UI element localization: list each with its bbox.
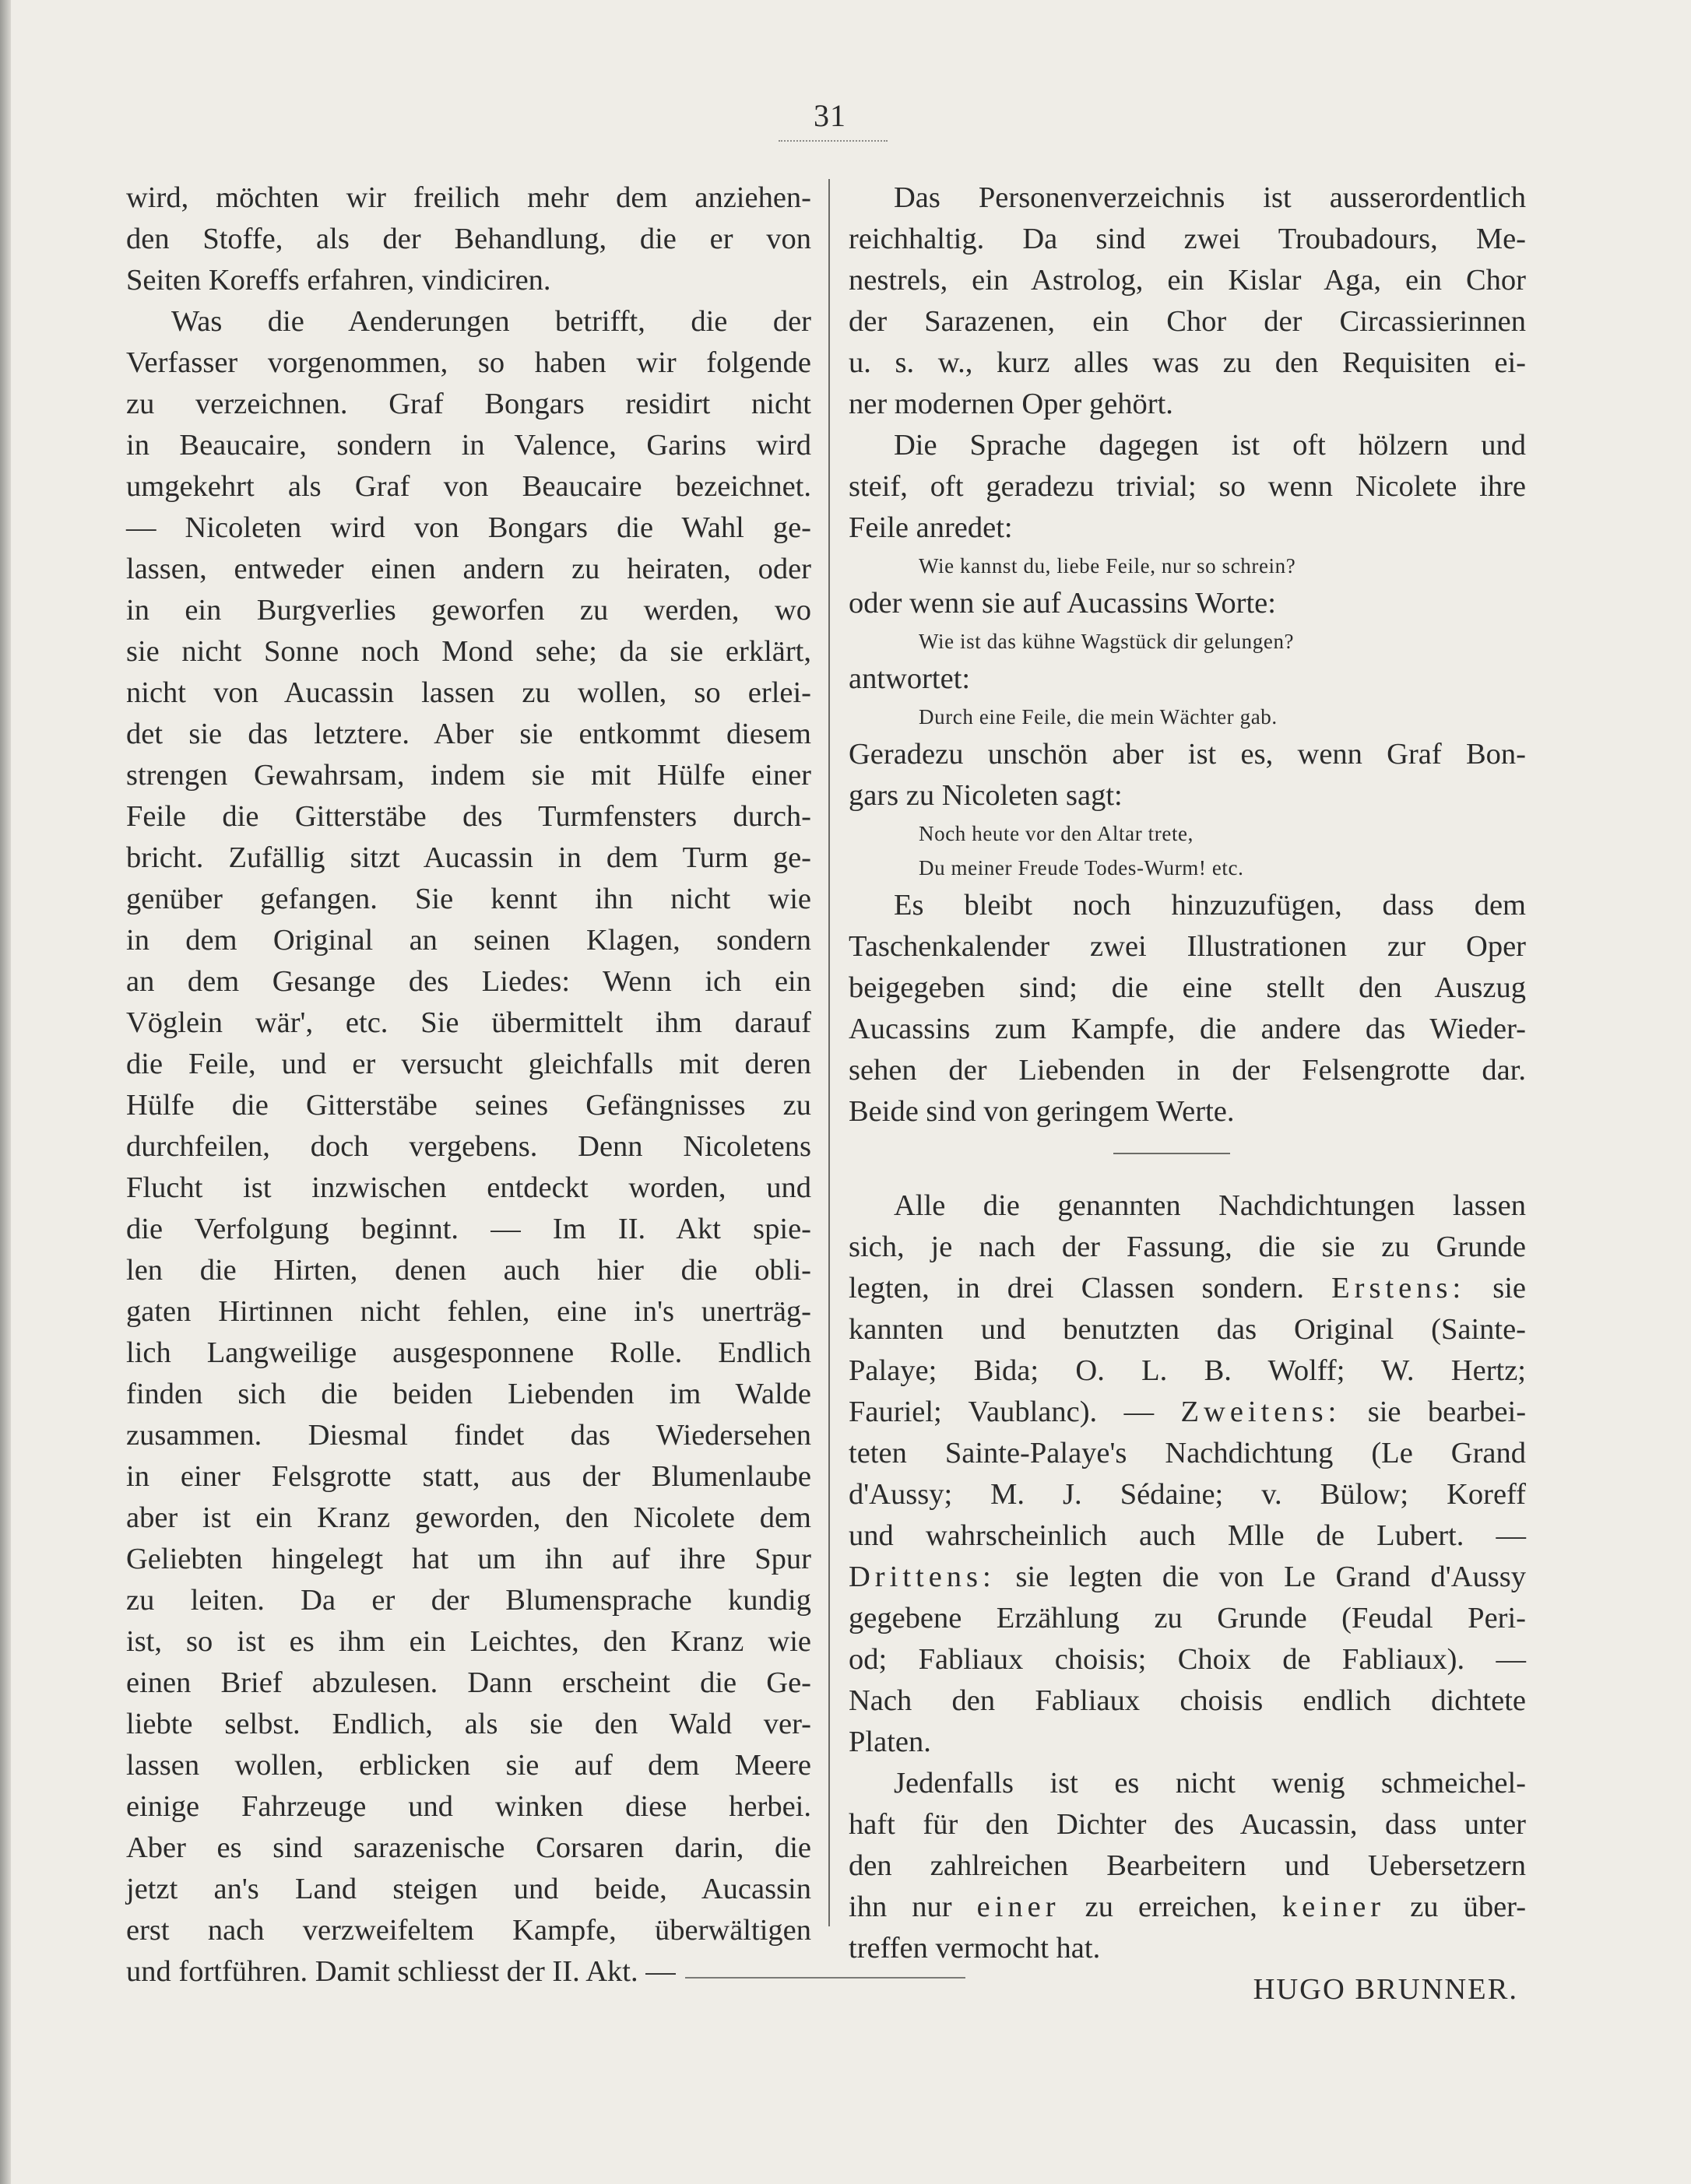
text-line: Geliebten hingelegt hat um ihn auf ihre Spur — [126, 1543, 811, 1575]
text-line: die Verfolgung beginnt. — Im II. Akt spie- — [126, 1213, 811, 1245]
text-line: len die Hirten, denen auch hier die obli- — [126, 1254, 811, 1287]
text-line: antwortet: — [849, 662, 971, 695]
verse-quote: Du meiner Freude Todes-Wurm! etc. — [919, 856, 1244, 880]
text-line: den Stoffe, als der Behandlung, die er von — [126, 223, 811, 255]
text-line: erst nach verzweifeltem Kampfe, überwältigen — [126, 1914, 811, 1947]
text-line — [849, 1557, 1526, 1598]
text-line: reichhaltig. Da sind zwei Troubadours, Me- — [849, 223, 1526, 255]
text-line: Seiten Koreffs erfahren, vindiciren. — [126, 264, 551, 297]
text-line: oder wenn sie auf Aucassins Worte: — [849, 587, 1276, 620]
text-line: nicht von Aucassin lassen zu wollen, so erlei- — [126, 676, 811, 709]
text-line: Verfasser vorgenommen, so haben wir folgende — [126, 346, 811, 379]
text-line: lich Langweilige ausgesponnene Rolle. Endlich — [126, 1336, 811, 1369]
text-segment: ihn nur — [849, 1891, 952, 1923]
text-line: od; Fabliaux choisis; Choix de Fabliaux). — — [849, 1643, 1526, 1676]
text-line: sich, je nach der Fassung, die sie zu Grunde — [849, 1231, 1526, 1263]
text-line: — Nicoleten wird von Bongars die Wahl ge- — [126, 511, 811, 544]
verse-quote: Wie ist das kühne Wagstück dir gelungen? — [919, 630, 1295, 653]
text-line: Vöglein wär', etc. Sie übermittelt ihm darauf — [126, 1006, 811, 1039]
text-line: Flucht ist inzwischen entdeckt worden, und — [126, 1171, 811, 1204]
text-line: Aucassins zum Kampfe, die andere das Wieder- — [849, 1013, 1526, 1045]
left-column — [126, 177, 811, 1993]
text-line: Nach den Fabliaux choisis endlich dichtete — [849, 1684, 1526, 1717]
text-line: in ein Burgverlies geworfen zu werden, wo — [126, 594, 811, 627]
text-line: haft für den Dichter des Aucassin, dass unter — [849, 1808, 1526, 1841]
text-line: u. s. w., kurz alles was zu den Requisiten ei- — [849, 346, 1526, 379]
text-line: zusammen. Diesmal findet das Wiedersehen — [126, 1419, 811, 1452]
text-line: nestrels, ein Astrolog, ein Kislar Aga, ein Chor — [849, 264, 1526, 297]
text-line: einige Fahrzeuge und winken diese herbei. — [126, 1790, 811, 1823]
page-number: 31 — [814, 98, 846, 133]
text-line: bricht. Zufällig sitzt Aucassin in dem Turm ge- — [126, 841, 811, 874]
text-line: treffen vermocht hat. — [849, 1932, 1101, 1965]
text-line: Platen. — [849, 1726, 931, 1758]
text-line: jetzt an's Land steigen und beide, Aucassin — [126, 1873, 811, 1905]
text-line: strengen Gewahrsam, indem sie mit Hülfe einer — [126, 759, 811, 792]
text-line: finden sich die beiden Liebenden im Walde — [126, 1378, 811, 1410]
spaced-emphasis: Zweitens: — [1180, 1396, 1341, 1428]
spaced-emphasis: Erstens: — [1331, 1272, 1466, 1304]
text-line: der Sarazenen, ein Chor der Circassierinnen — [849, 305, 1526, 338]
text-line: teten Sainte-Palaye's Nachdichtung (Le Grand — [849, 1437, 1526, 1469]
text-line: Das Personenverzeichnis ist ausserordentlich — [894, 181, 1526, 214]
text-line — [849, 1392, 1526, 1433]
text-line: in Beaucaire, sondern in Valence, Garins wird — [126, 429, 811, 462]
text-line — [849, 1887, 1526, 1928]
text-line: Taschenkalender zwei Illustrationen zur Oper — [849, 930, 1526, 963]
text-segment: sie legten die von Le Grand d'Aussy — [1015, 1561, 1526, 1593]
text-line: genüber gefangen. Sie kennt ihn nicht wie — [126, 883, 811, 915]
text-line: zu verzeichnen. Graf Bongars residirt nicht — [126, 388, 811, 420]
verse-quote: Durch eine Feile, die mein Wächter gab. — [919, 705, 1278, 729]
text-line: den zahlreichen Bearbeitern und Uebersetzern — [849, 1849, 1526, 1882]
text-line: kannten und benutzten das Original (Sainte- — [849, 1313, 1526, 1346]
text-line: Was die Aenderungen betrifft, die der — [171, 305, 811, 338]
text-line: wird, möchten wir freilich mehr dem anziehen- — [126, 181, 811, 214]
text-segment: zu über- — [1410, 1891, 1527, 1923]
text-segment: sie bearbei- — [1367, 1396, 1527, 1428]
text-line: lassen wollen, erblicken sie auf dem Meere — [126, 1749, 811, 1782]
text-line: lassen, entweder einen andern zu heiraten, oder — [126, 553, 811, 585]
text-segment: legten, in drei Classen sondern. — [849, 1272, 1305, 1304]
text-line: umgekehrt als Graf von Beaucaire bezeichnet. — [126, 470, 811, 503]
text-line: Feile die Gitterstäbe des Turmfensters durch- — [126, 800, 811, 833]
right-column — [849, 177, 1526, 2010]
text-line: gegebene Erzählung zu Grunde (Feudal Peri- — [849, 1602, 1526, 1634]
text-line: zu leiten. Da er der Blumensprache kundig — [126, 1584, 811, 1617]
text-line: an dem Gesange des Liedes: Wenn ich ein — [126, 965, 811, 998]
text-line: beigegeben sind; die eine stellt den Auszug — [849, 971, 1526, 1004]
text-line: d'Aussy; M. J. Sédaine; v. Bülow; Koreff — [849, 1478, 1526, 1511]
spaced-emphasis: keiner — [1281, 1891, 1386, 1923]
text-segment: sie — [1492, 1272, 1527, 1304]
text-segment: Fauriel; Vaublanc). — — [849, 1396, 1155, 1428]
text-line: in dem Original an seinen Klagen, sondern — [126, 924, 811, 957]
text-line: liebte selbst. Endlich, als sie den Wald ver- — [126, 1708, 811, 1740]
text-line: die Feile, und er versucht gleichfalls mit deren — [126, 1048, 811, 1080]
text-line: einen Brief abzulesen. Dann erscheint die Ge- — [126, 1666, 811, 1699]
text-line: sehen der Liebenden in der Felsengrotte dar. — [849, 1054, 1526, 1087]
text-line: gaten Hirtinnen nicht fehlen, eine in's unerträg- — [126, 1295, 811, 1328]
text-line: durchfeilen, doch vergebens. Denn Nicoletens — [126, 1130, 811, 1163]
text-line: Hülfe die Gitterstäbe seines Gefängnisses zu — [126, 1089, 811, 1122]
text-line: gars zu Nicoleten sagt: — [849, 779, 1123, 812]
spaced-emphasis: einer — [976, 1891, 1060, 1923]
text-line: und wahrscheinlich auch Mlle de Lubert. — — [849, 1519, 1526, 1552]
verse-quote: Wie kannst du, liebe Feile, nur so schrein? — [919, 554, 1296, 578]
verse-quote: Noch heute vor den Altar trete, — [919, 822, 1194, 845]
text-line: Aber es sind sarazenische Corsaren darin, die — [126, 1831, 811, 1864]
text-line: ist, so ist es ihm ein Leichtes, den Kranz wie — [126, 1625, 811, 1658]
end-rule — [685, 1977, 965, 1979]
author-signature: HUGO BRUNNER. — [1253, 1973, 1518, 2006]
text-line: Beide sind von geringem Werte. — [849, 1095, 1235, 1128]
page-number-ornament — [779, 140, 888, 142]
text-line: ner modernen Oper gehört. — [849, 388, 1173, 420]
text-line: Palaye; Bida; O. L. B. Wolff; W. Hertz; — [849, 1354, 1526, 1387]
text-line: Es bleibt noch hinzuzufügen, dass dem — [894, 889, 1526, 922]
text-line: steif, oft geradezu trivial; so wenn Nicolete ihre — [849, 470, 1526, 503]
text-line: Alle die genannten Nachdichtungen lassen — [894, 1189, 1526, 1222]
section-divider — [1113, 1132, 1230, 1154]
text-line: aber ist ein Kranz geworden, den Nicolete dem — [126, 1501, 811, 1534]
text-line: sie nicht Sonne noch Mond sehe; da sie erklärt, — [126, 635, 811, 668]
text-line — [849, 1268, 1526, 1309]
column-divider — [828, 179, 830, 1926]
scan-page-edge — [0, 0, 11, 2184]
text-line: und fortführen. Damit schliesst der II. Akt. — — [126, 1955, 676, 1988]
text-line: Jedenfalls ist es nicht wenig schmeichel- — [894, 1767, 1526, 1800]
text-line: Die Sprache dagegen ist oft hölzern und — [894, 429, 1526, 462]
spaced-emphasis: Drittens: — [849, 1561, 996, 1593]
text-segment: zu erreichen, — [1085, 1891, 1257, 1923]
text-line: in einer Felsgrotte statt, aus der Blumenlaube — [126, 1460, 811, 1493]
text-line: det sie das letztere. Aber sie entkommt diesem — [126, 718, 811, 750]
text-line: Feile anredet: — [849, 511, 1013, 544]
text-line: Geradezu unschön aber ist es, wenn Graf Bon- — [849, 738, 1526, 771]
